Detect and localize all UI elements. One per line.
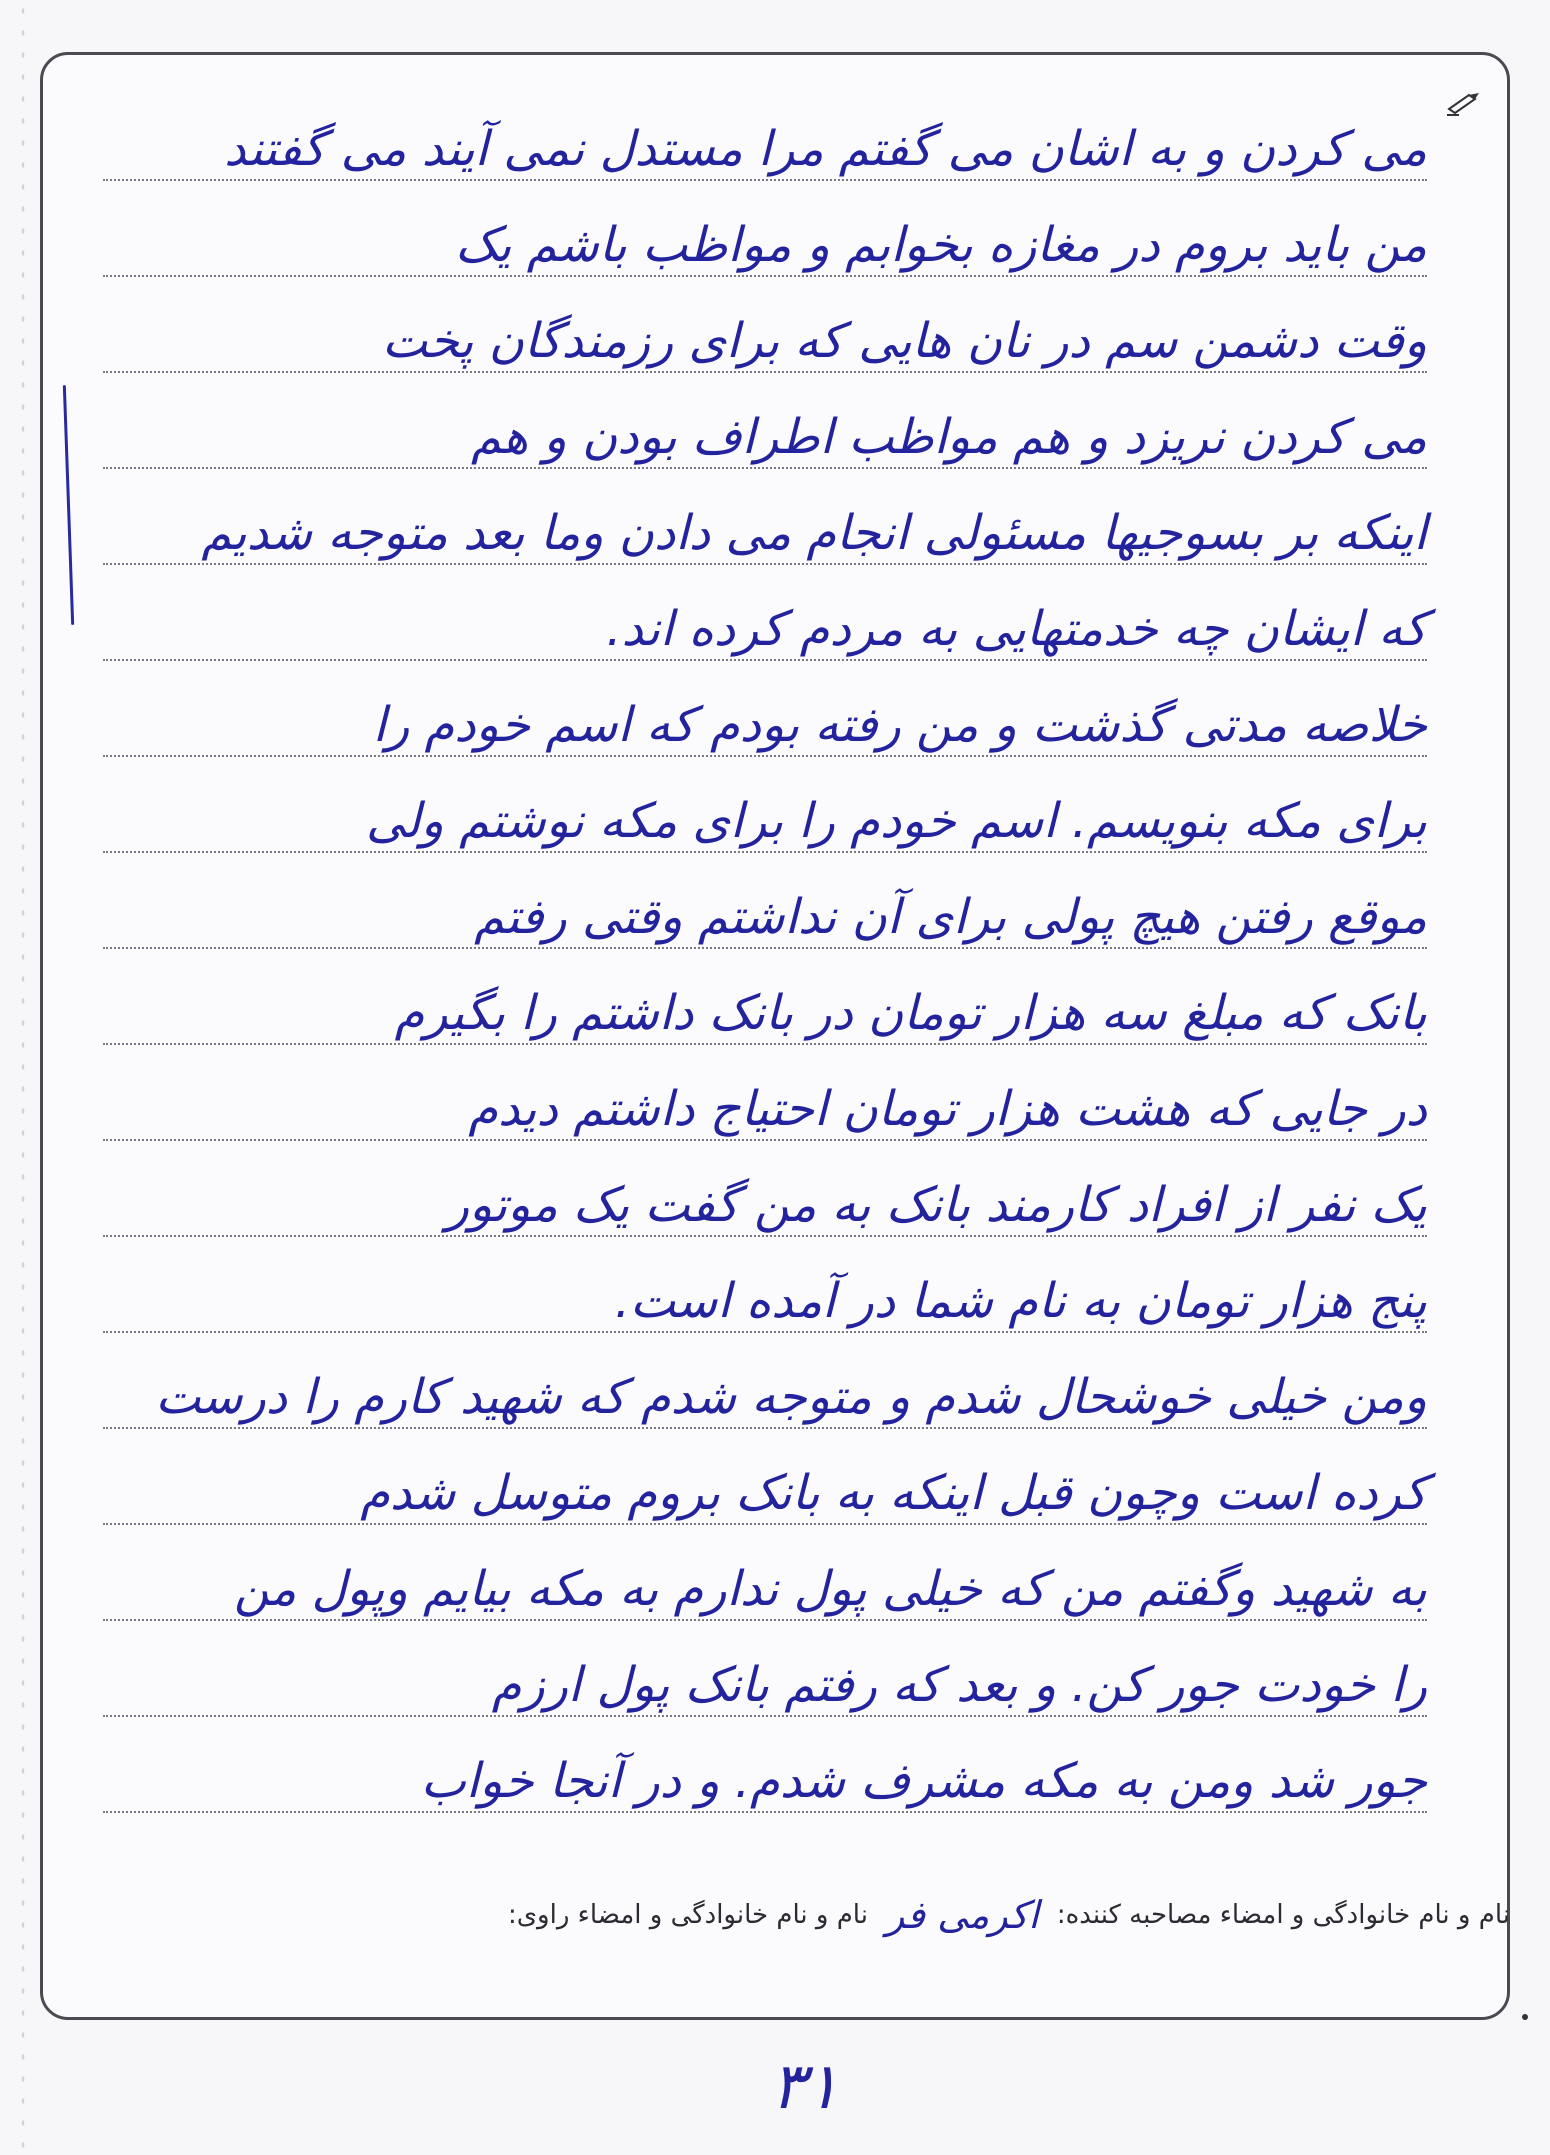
text-line: [103, 277, 1427, 373]
line-text: می کردن نریزد و هم مواظب اطراف بودن و هم: [470, 409, 1427, 465]
line-text: برای مکه بنویسم. اسم خودم را برای مکه نوشتم ولی: [366, 793, 1427, 849]
line-text: اینکه بر بسوجیها مسئولی انجام می دادن وما بعد متوجه شدیم: [201, 505, 1427, 561]
narrator-label: نام و نام خانوادگی و امضاء راوی:: [507, 1900, 868, 1930]
text-line: [103, 1525, 1427, 1621]
line-text: خلاصه مدتی گذشت و من رفته بودم که اسم خودم را: [372, 697, 1427, 753]
text-line: [103, 85, 1427, 181]
interviewer-signature: اکرمی فر: [885, 1893, 1039, 1937]
text-line: [103, 757, 1427, 853]
line-text: ومن خیلی خوشحال شدم و متوجه شدم که شهید کارم را درست: [155, 1369, 1427, 1425]
line-text: وقت دشمن سم در نان هایی که برای رزمندگان پخت: [381, 313, 1427, 369]
page-number: ۳۱: [770, 2050, 840, 2124]
text-line: [103, 1429, 1427, 1525]
handwritten-text-lines: [103, 85, 1427, 1813]
text-line: [103, 1717, 1427, 1813]
text-line: [103, 373, 1427, 469]
text-line: [103, 565, 1427, 661]
text-line: [103, 1045, 1427, 1141]
line-text: یک نفر از افراد کارمند بانک به من گفت یک موتور: [445, 1177, 1427, 1233]
text-line: [103, 1333, 1427, 1429]
line-text: پنج هزار تومان به نام شما در آمده است.: [614, 1273, 1427, 1329]
line-text: می کردن و به اشان می گفتم مرا مستدل نمی آیند می گفتند: [224, 121, 1427, 177]
text-line: [103, 949, 1427, 1045]
page-frame: [40, 52, 1510, 2020]
line-text: جور شد ومن به مکه مشرف شدم. و در آنجا خواب: [420, 1753, 1427, 1809]
text-line: [103, 853, 1427, 949]
line-text: من باید بروم در مغازه بخوابم و مواظب باشم یک: [455, 217, 1427, 273]
line-text: کرده است وچون قبل اینکه به بانک بروم متوسل شدم: [360, 1465, 1427, 1521]
page-margin-dots: [18, 0, 28, 2155]
text-line: [103, 661, 1427, 757]
line-text: بانک که مبلغ سه هزار تومان در بانک داشتم را بگیرم: [394, 985, 1427, 1041]
text-line: [103, 469, 1427, 565]
interviewer-label: نام و نام خانوادگی و امضاء مصاحبه کننده:: [1056, 1900, 1510, 1930]
text-line: [103, 1621, 1427, 1717]
line-text: در جایی که هشت هزار تومان احتیاج داشتم دیدم: [468, 1081, 1427, 1137]
margin-ink-stroke: [63, 385, 74, 625]
text-line: [103, 181, 1427, 277]
line-text: را خودت جور کن. و بعد که رفتم بانک پول ارزم: [491, 1657, 1427, 1713]
signature-footer: [60, 1885, 1510, 1945]
pencil-hand-icon: [1445, 89, 1485, 117]
stray-dot: [1522, 2014, 1528, 2020]
line-text: موقع رفتن هیچ پولی برای آن نداشتم وقتی رفتم: [474, 889, 1427, 945]
text-line: [103, 1141, 1427, 1237]
line-text: به شهید وگفتم من که خیلی پول ندارم به مکه بیایم وپول من: [234, 1561, 1427, 1617]
line-text: که ایشان چه خدمتهایی به مردم کرده اند.: [606, 601, 1427, 657]
text-line: [103, 1237, 1427, 1333]
